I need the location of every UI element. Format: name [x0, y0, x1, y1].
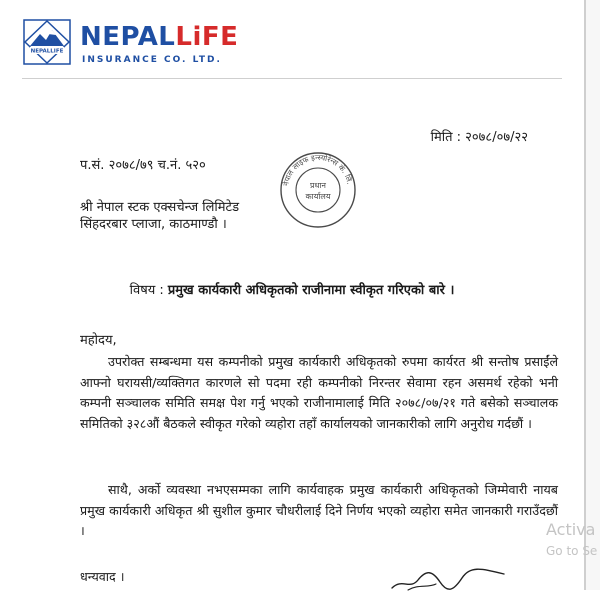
salutation: महोदय,	[80, 333, 117, 348]
subject-label: विषय :	[129, 283, 168, 298]
signature-scribble	[388, 560, 508, 592]
activation-watermark-title: Activa	[546, 520, 596, 539]
brand-part-life: LiFE	[175, 22, 239, 52]
brand-part-nepal: NEPAL	[80, 22, 176, 52]
body-paragraph-1: उपरोक्त सम्बन्धमा यस कम्पनीको प्रमुख कार्यकारी अधिकृतको रुपमा कार्यरत श्री सन्तोष प्रसाईंले आफ्नो घरायसी/व्यक्तिगत कारणले सो पदमा रही कम्पनीको निरन्तर सेवामा रहन असमर्थ रहेको भनी कम्पनी सञ्चालक समिति समक्ष पेश गर्नु भएको राजीनामालाई मिति २०७८/०७/२१ गते बसेको सञ्चालक समितिको ३२८औं बैठकले स्वीकृत गरेको व्यहोरा तहाँ कार्यालयको जानकारीको लागि अनुरोध गर्दछौं ।	[80, 354, 558, 431]
letterhead-divider	[22, 78, 562, 79]
viewer-margin	[586, 0, 600, 590]
recipient-name: श्री नेपाल स्टक एक्सचेन्ज लिमिटेड	[80, 200, 240, 215]
closing-line: धन्यवाद ।	[80, 569, 125, 584]
letter-date: मिति : २०७८/०७/२२	[430, 130, 528, 145]
logo-mini-text: NEPALLIFE	[30, 48, 64, 55]
activation-watermark-link[interactable]: Go to Se	[546, 544, 598, 558]
reference-number: प.सं. २०७८/७९ च.नं. ५२०	[80, 158, 206, 173]
stamp-center-line1: प्रधान	[310, 181, 326, 190]
stamp-ring-text: नेपाल लाइफ इन्स्योरेन्स कं. लि.	[281, 152, 355, 187]
recipient-address: सिंहदरबार प्लाजा, काठमाण्डौ ।	[80, 217, 227, 232]
body-paragraph-2: साथै, अर्को व्यवस्था नभएसम्मका लागि कार्यवाहक प्रमुख कार्यकारी अधिकृतको जिम्मेवारी नायब प्रमुख कार्यकारी अधिकृत श्री सुशील कुमार चौधरीलाई दिने निर्णय भएको व्यहोरा समेत जानकारी गराउँदछौं ।	[80, 482, 558, 538]
nepal-life-logo-icon	[22, 18, 72, 66]
office-stamp	[278, 150, 358, 230]
subject-line	[0, 280, 584, 298]
brand-name	[80, 24, 238, 50]
subject-text: प्रमुख कार्यकारी अधिकृतको राजीनामा स्वीकृत गरिएको बारे ।	[167, 283, 455, 298]
brand-subtitle: INSURANCE CO. LTD.	[82, 55, 222, 65]
stamp-center-line2: कार्यालय	[305, 192, 331, 201]
